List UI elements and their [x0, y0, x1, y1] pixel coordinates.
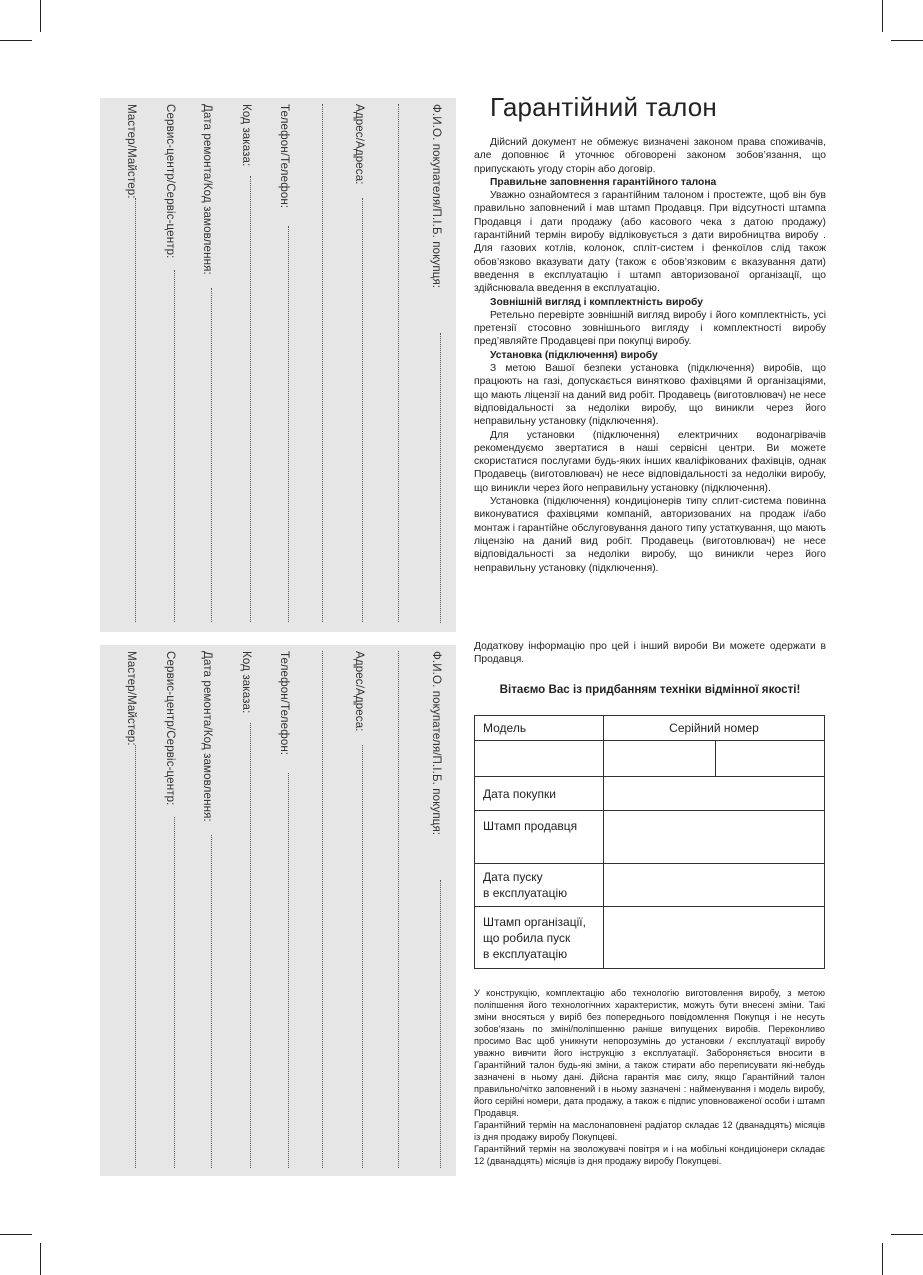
org-stamp-label-line: в експлуатацію — [483, 946, 568, 961]
section-heading: Зовнішній вигляд і комплектність виробу — [490, 296, 703, 308]
section-heading: Установка (підключення) виробу — [490, 349, 658, 361]
org-stamp-label-line: що робила пуск — [483, 930, 571, 945]
purchase-date-label: Дата покупки — [475, 777, 604, 811]
coupon-field-repair-date: Дата ремонта/Код замовлення: — [201, 651, 214, 822]
section-text-content: Для установки (підключення) електричних водонагрівачів рекомендуємо звертатися в наші сервісні центри. Ви можете скористатися послугами будь-яких інших кваліфікованих фахівців, однак Продавець (виготовлювач) не несе відповідальності за недоліки виробу, що виникли через його неправильну установку (підключення). — [474, 429, 826, 494]
dotted-line — [362, 745, 363, 1168]
coupon-field-order: Код заказа: — [240, 104, 253, 167]
coupon-field-master: Мастер/Майстер: — [125, 104, 138, 199]
dotted-line — [211, 835, 212, 1168]
coupon-field-buyer: Ф.И.О. покупателя/П.І.Б. покупця: — [430, 104, 443, 289]
serial-header: Серійний номер — [604, 716, 825, 741]
intro-text-content: Дійсний документ не обмежує визначені законом права споживачів, але доповнює й уточнює обговорені законом зобов’язання, що припускають угоду сторін або договір. — [474, 137, 826, 175]
serial-cell[interactable] — [604, 741, 716, 777]
dotted-line — [174, 817, 175, 1168]
dotted-line — [288, 773, 289, 1168]
coupon-bottom — [100, 645, 456, 1176]
dotted-line — [362, 198, 363, 622]
model-cell[interactable] — [475, 741, 604, 777]
footer-paragraph: У конструкцію, комплектацію або технологію виготовлення виробу, з метою поліпшення його технологічних характеристик, можуть бути внесені зміни. Такі зміни вносяться у виріб без попереднього повідомлення Покупця і не несуть зобов’язань по зміні/поліпшенню раніше випущених виробів. Переконливо просимо Вас щоб уникнути непорозумінь до установки / експлуатації виробу уважно вивчити його інструкцію з експлуатації. Забороняється вносити в Гарантійний талон будь-які зміни, а також стирати або переписувати які-небудь зазначені в ньому дані. Дійсна гарантія має силу, якщо Гарантійний талон правильно/чітко заповнений і в ньому зазначені : найменування і модель виробу, його серійні номери, дата продажу, а також є підпис уповноваженої особи і штамп Продавця. — [474, 988, 825, 1118]
seller-stamp-label: Штамп продавця — [475, 811, 604, 864]
seller-stamp-cell[interactable] — [604, 811, 825, 864]
section-text-content: Установка (підключення) кондиціонерів типу сплит-система повинна виконуватися фахівцями компаній, авторизованих на продаж і/або монтаж і гарантійне обслуговування даного типу устаткування, що мають ліцензію на даний вид робіт. Продавець (виготовлювач) не несе відповідальності за недоліки виробу, що виникли через його неправильну установку (підключення). — [474, 496, 826, 574]
crop-mark — [40, 0, 41, 32]
dotted-line — [174, 270, 175, 622]
coupon-top — [100, 98, 456, 632]
section-text-content: Ретельно перевірте зовнішній вигляд виробу і його комплектність, усі претензії стосовно зовнішнього вигляду і комплектності виробу пред’являйте Продавцеві при покупці виробу. — [474, 309, 826, 348]
coupon-field-service-center: Сервис-центр/Сервіс-центр: — [164, 104, 177, 259]
dotted-line — [440, 880, 441, 1168]
extra-info-text: Додаткову інформацію про цей і інший вироби Ви можете одержати в Продавця. — [474, 641, 826, 666]
dotted-line — [398, 104, 399, 622]
crop-mark — [882, 1243, 883, 1275]
footer-paragraph: Гарантійний термін на зволожувачі повітря и і на мобільні кондиціонери складає 12 (дванадцять) місяців із дня продажу виробу Покупцеві. — [474, 1144, 825, 1166]
section-text — [474, 362, 826, 428]
purchase-date-cell[interactable] — [604, 777, 825, 811]
coupon-field-order: Код заказа: — [240, 651, 253, 714]
warranty-table — [474, 715, 825, 969]
dotted-line — [250, 723, 251, 1168]
crop-mark — [891, 40, 923, 41]
coupon-field-service-center: Сервис-центр/Сервіс-центр: — [164, 651, 177, 806]
dotted-line — [211, 288, 212, 622]
dotted-line — [322, 104, 323, 622]
terms-body — [474, 136, 826, 575]
coupon-field-phone: Телефон/Телефон: — [278, 651, 291, 756]
org-stamp-label — [475, 907, 604, 969]
coupon-field-address: Адрес/Адреса: — [353, 104, 366, 185]
coupon-field-address: Адрес/Адреса: — [353, 651, 366, 732]
dotted-line — [250, 176, 251, 622]
section-text — [474, 309, 826, 349]
section-text — [474, 189, 826, 295]
start-date-cell[interactable] — [604, 864, 825, 907]
serial-cell[interactable] — [716, 741, 825, 777]
crop-mark — [891, 1234, 923, 1235]
dotted-line — [440, 333, 441, 623]
coupon-field-phone: Телефон/Телефон: — [278, 104, 291, 209]
crop-mark — [882, 0, 883, 32]
section-text-content: Уважно ознайомтеся з гарантійним талоном і простежте, щоб він був правильно заповнений і мав штамп Продавця. При відсутності штампа Продавця і дати продажу (або касового чека з датою продажу) гарантійний термін виробу відліковується з дати виробництва виробу . Для газових котлів, колонок, спліт-систем і фенкоїлов слід також обов’язково вказувати дату (також є обов’язковим є вказування дати) введення в експлуатацію і штамп авторизованої організації, що здійснювала введення в експлуатацію. — [474, 190, 826, 295]
footer-notes — [474, 987, 825, 1167]
section-text-content: З метою Вашої безпеки установка (підключення) виробів, що працюють на газі, допускається винятково фахівцями й організаціями, що мають ліцензії на даний вид робіт. Продавець (виготовлювач) не несе відповідальності за недоліки виробу, що виникли через його неправильну установку (підключення). — [474, 363, 826, 428]
section-text — [474, 495, 826, 575]
section-text — [474, 429, 826, 495]
footer-paragraph: Гарантійний термін на маслонаповнені радіатор складає 12 (дванадцять) місяців із дня продажу виробу Покупцеві. — [474, 1120, 825, 1142]
dotted-line — [135, 198, 136, 622]
crop-mark — [0, 40, 32, 41]
intro-text — [474, 136, 826, 176]
coupon-field-buyer: Ф.И.О. покупателя/П.І.Б. покупця: — [430, 651, 443, 836]
org-stamp-cell[interactable] — [604, 907, 825, 969]
extra-info — [474, 640, 826, 667]
model-header: Модель — [475, 716, 604, 741]
crop-mark — [40, 1243, 41, 1275]
dotted-line — [288, 226, 289, 622]
start-date-label-line: в експлуатацію — [483, 886, 568, 900]
coupon-field-master: Мастер/Майстер: — [125, 651, 138, 746]
section-heading: Правильне заповнення гарантійного талона — [490, 176, 717, 188]
welcome-heading: Вітаємо Вас із придбанням техніки відмінної якості! — [499, 683, 801, 696]
start-date-label-line: Дата пуску — [483, 870, 543, 884]
dotted-line — [398, 651, 399, 1168]
start-date-label — [475, 864, 604, 907]
crop-mark — [0, 1234, 32, 1235]
org-stamp-label-line: Штамп організації, — [483, 914, 586, 929]
dotted-line — [135, 745, 136, 1168]
dotted-line — [322, 651, 323, 1168]
coupon-field-repair-date: Дата ремонта/Код замовлення: — [201, 104, 214, 275]
page-title: Гарантійний талон — [490, 92, 717, 122]
